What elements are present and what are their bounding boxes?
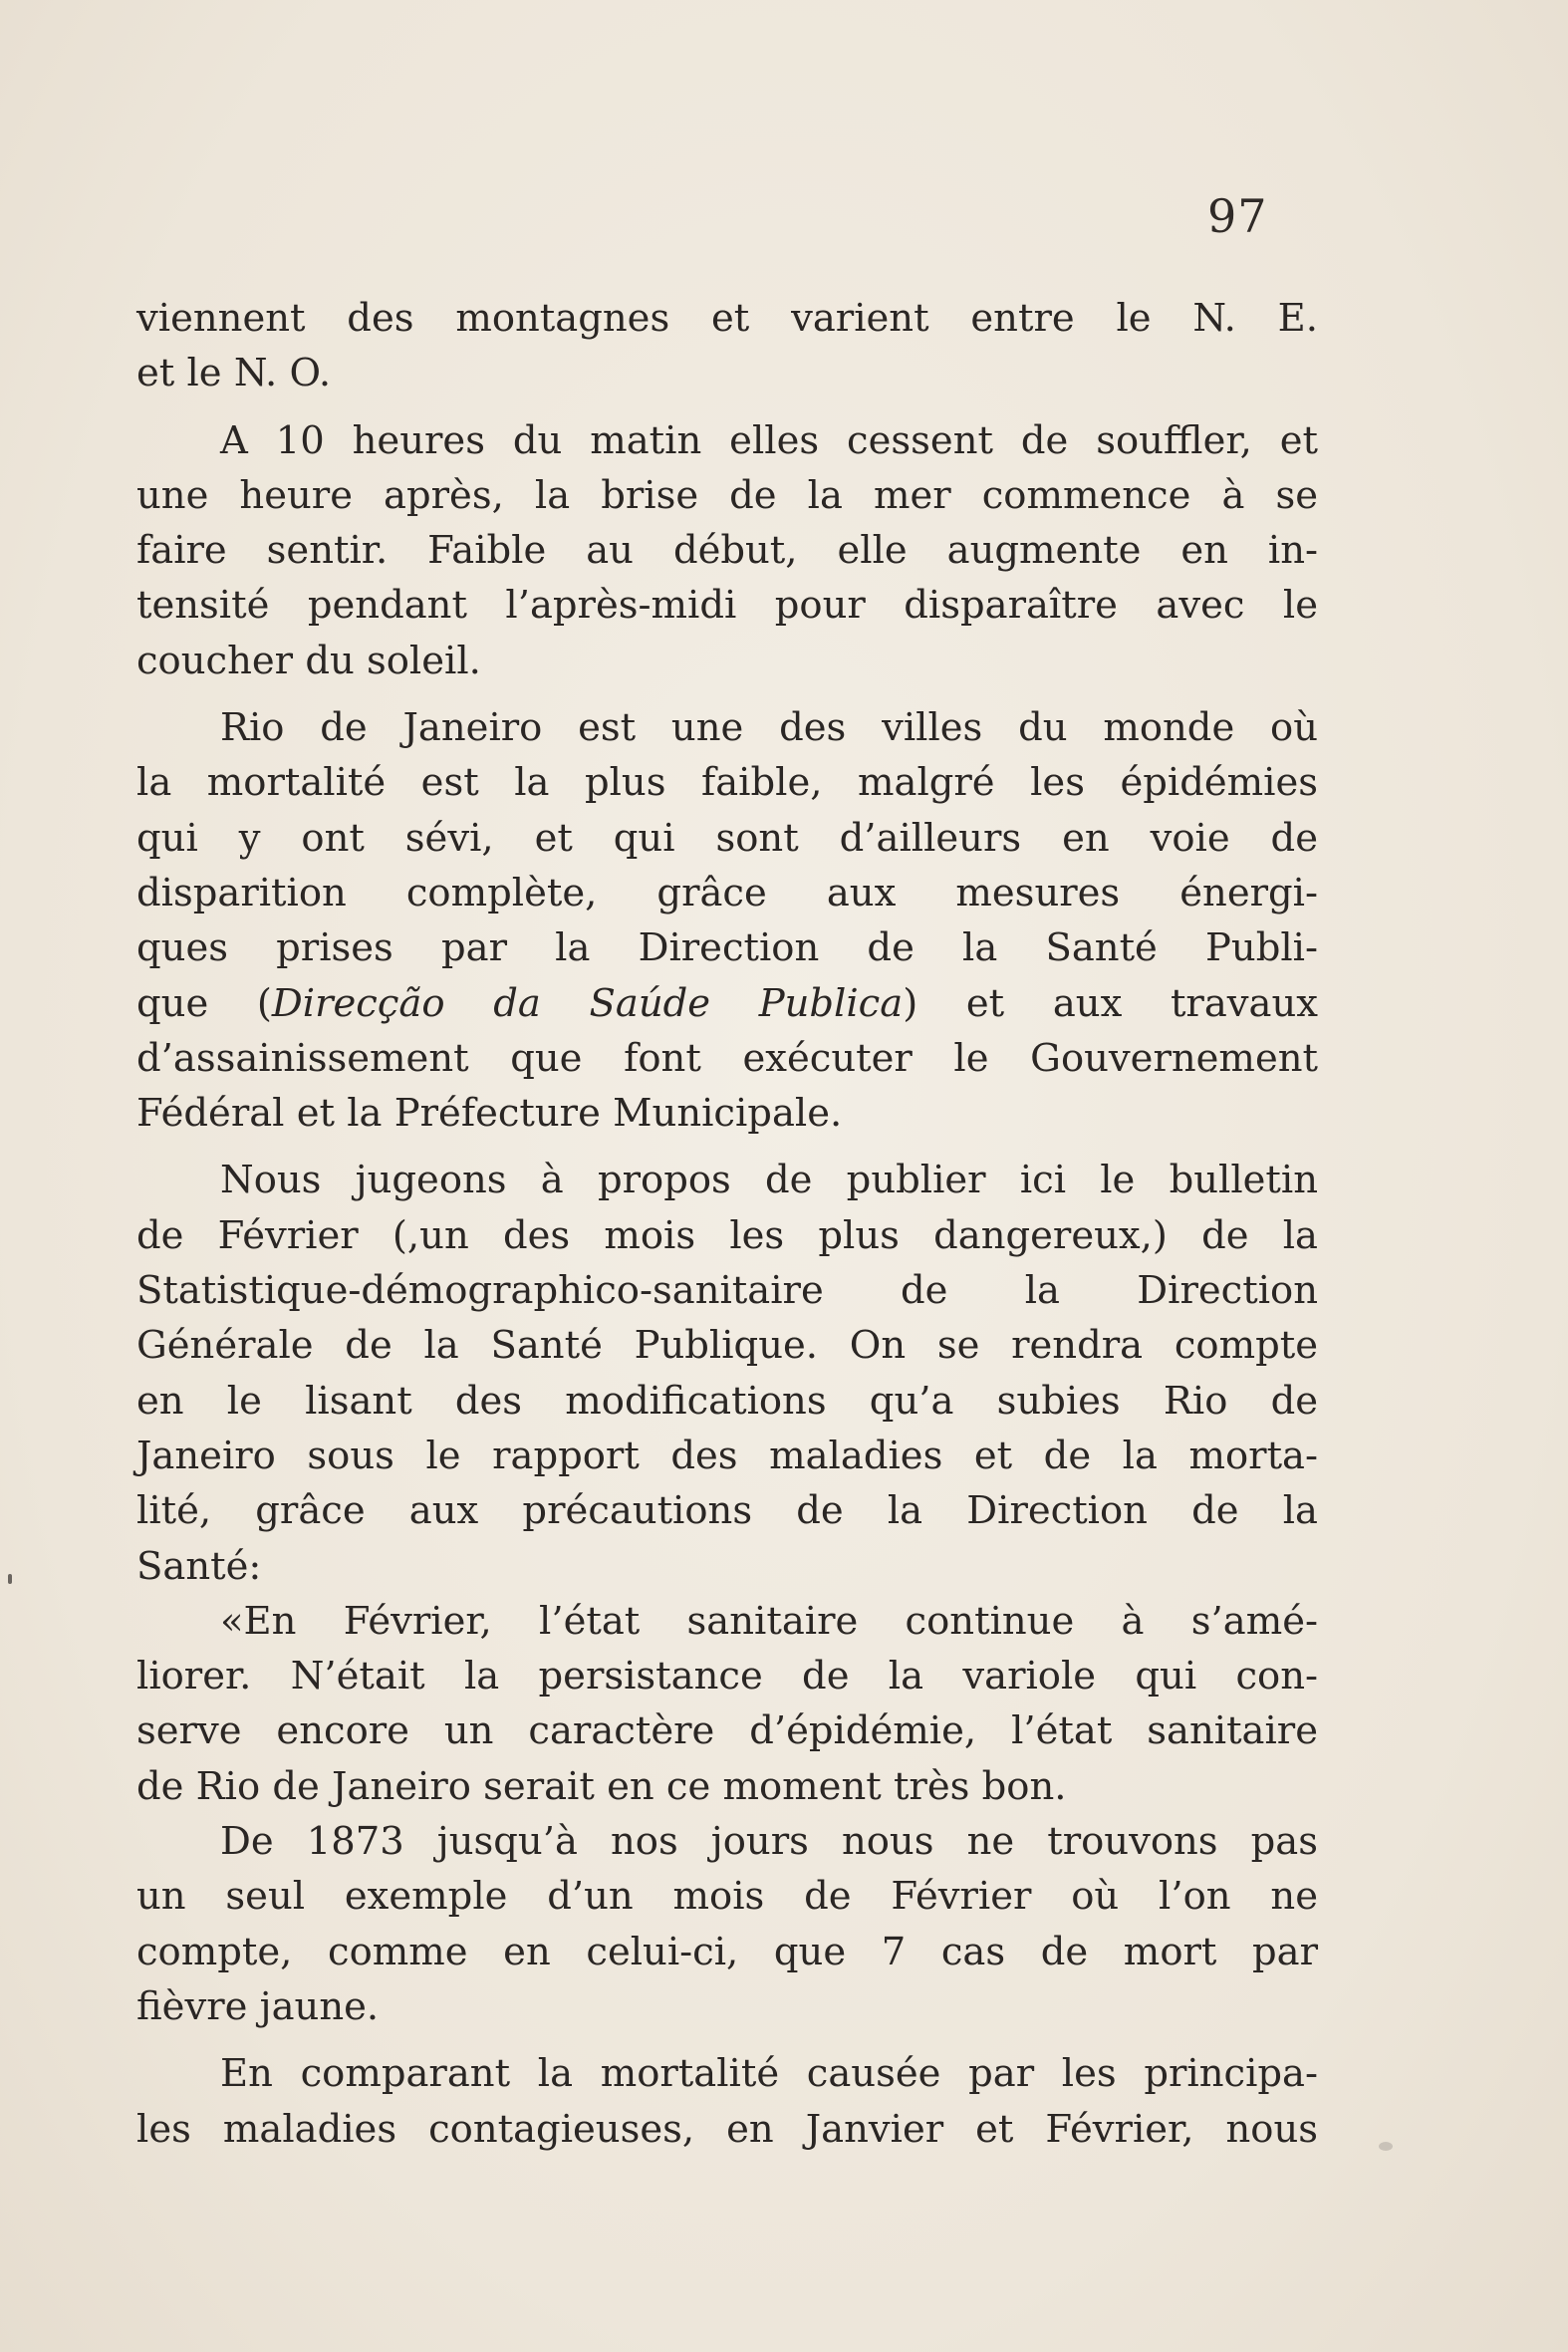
text-line: Statistique-démographico-sanitaire de la Direction	[136, 1268, 1318, 1314]
text-line: Santé:	[136, 1543, 262, 1589]
text-line: la mortalité est la plus faible, malgré les épidémies	[136, 760, 1318, 806]
text-line: de Rio de Janeiro serait en ce moment très bon.	[136, 1763, 1067, 1809]
text-line: d’assainissement que font exécuter le Gouvernement	[136, 1035, 1318, 1081]
text-line: les maladies contagieuses, en Janvier et Février, nous	[136, 2106, 1318, 2152]
text-line: A 10 heures du matin elles cessent de souffler, et	[220, 417, 1318, 463]
text-line: et le N. O.	[136, 351, 332, 396]
text-line: En comparant la mortalité causée par les principa-	[220, 2051, 1318, 2097]
text-line: ques prises par la Direction de la Santé Publi-	[136, 925, 1318, 971]
text-line: Générale de la Santé Publique. On se rendra compte	[136, 1323, 1318, 1369]
page-number: 97	[1207, 189, 1268, 243]
text-line: lité, grâce aux précautions de la Direction de la	[136, 1488, 1318, 1534]
text-line: un seul exemple d’un mois de Février où l’on ne	[136, 1874, 1318, 1920]
text-line: une heure après, la brise de la mer commence à se	[136, 472, 1318, 518]
paragraph	[136, 1814, 1318, 2034]
paragraph	[136, 1153, 1318, 1593]
text-line: De 1873 jusqu’à nos jours nous ne trouvons pas	[220, 1819, 1318, 1865]
paper-speck	[8, 1574, 12, 1584]
text-line: faire sentir. Faible au début, elle augmente en in-	[136, 528, 1318, 574]
text-line: fièvre jaune.	[136, 1983, 380, 2029]
text-line: «En Février, l’état sanitaire continue à s’amé-	[220, 1598, 1318, 1644]
text-line: Janeiro sous le rapport des maladies et de la morta-	[136, 1433, 1318, 1478]
text-line-with-italic	[136, 976, 1318, 1031]
text-line: compte, comme en celui-ci, que 7 cas de mort par	[136, 1929, 1318, 1974]
text-line: tensité pendant l’après-midi pour disparaître avec le	[136, 583, 1318, 629]
text-line: liorer. N’était la persistance de la variole qui con-	[136, 1654, 1318, 1699]
text-fragment: ) et aux travaux	[903, 980, 1318, 1026]
text-line: Fédéral et la Préfecture Municipale.	[136, 1091, 843, 1137]
paragraph	[136, 700, 1318, 1141]
text-line: de Février (,un des mois les plus dangereux,) de la	[136, 1212, 1318, 1258]
paragraph	[136, 2046, 1318, 2157]
text-line: Nous jugeons à propos de publier ici le bulletin	[220, 1158, 1318, 1203]
paragraph	[136, 413, 1318, 688]
text-line: Rio de Janeiro est une des villes du monde où	[220, 705, 1318, 751]
paragraph	[136, 291, 1318, 401]
text-fragment: que (	[136, 980, 272, 1026]
paper-blemish	[1379, 2142, 1393, 2151]
text-line: coucher du soleil.	[136, 638, 481, 683]
text-line: viennent des montagnes et varient entre le N. E.	[136, 296, 1318, 341]
text-line: disparition complète, grâce aux mesures énergi-	[136, 870, 1318, 915]
text-line: qui y ont sévi, et qui sont d’ailleurs en voie de	[136, 815, 1318, 861]
paragraph	[136, 1594, 1318, 1814]
italic-title: Direcção da Saúde Publica	[271, 980, 904, 1026]
text-line: en le lisant des modifications qu’a subies Rio de	[136, 1378, 1318, 1424]
text-line: serve encore un caractère d’épidémie, l’état sanitaire	[136, 1708, 1318, 1754]
body-text	[136, 291, 1318, 2157]
